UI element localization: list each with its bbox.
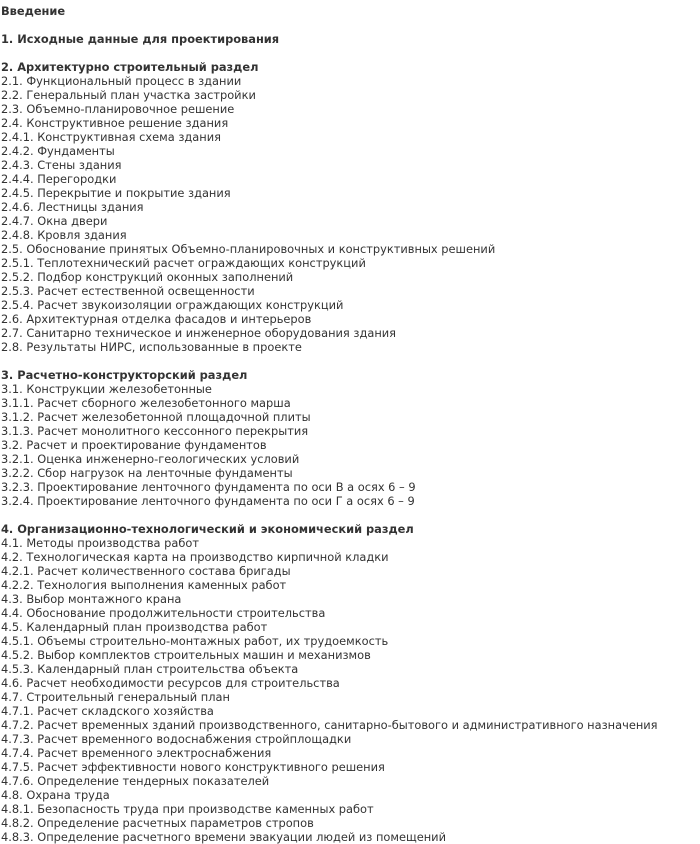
toc-entry: 2.4.5. Перекрытие и покрытие здания	[1, 186, 231, 200]
toc-entry: 4.7.1. Расчет складского хозяйства	[1, 704, 214, 718]
toc-entry: 3.2. Расчет и проектирование фундаментов	[1, 438, 267, 452]
toc-entry: 4.3. Выбор монтажного крана	[1, 592, 182, 606]
toc-entry: 2.4.7. Окна двери	[1, 214, 108, 228]
toc-entry: 2.4.3. Стены здания	[1, 158, 122, 172]
section-heading: 1. Исходные данные для проектирования	[1, 32, 280, 46]
toc-entry: 4.6. Расчет необходимости ресурсов для строительства	[1, 676, 340, 690]
toc-entry: 2.4. Конструктивное решение здания	[1, 116, 229, 130]
toc-entry: 4.7.6. Определение тендерных показателей	[1, 774, 270, 788]
toc-sections	[1, 32, 696, 844]
toc-entry: 2.1. Функциональный процесс в здании	[1, 74, 242, 88]
toc-entry: 3.1. Конструкции железобетонные	[1, 382, 212, 396]
toc-section	[1, 368, 696, 522]
toc-entry: 2.2. Генеральный план участка застройки	[1, 88, 256, 102]
toc-entry: 2.8. Результаты НИРС, использованные в проекте	[1, 340, 302, 354]
toc-entry: 3.2.3. Проектирование ленточного фундамента по оси В а осях 6 – 9	[1, 480, 416, 494]
spacer	[1, 354, 696, 368]
spacer	[1, 508, 696, 522]
toc-entry: 4.1. Методы производства работ	[1, 536, 200, 550]
toc-entry: 4.7.5. Расчет эффективности нового конструктивного решения	[1, 760, 385, 774]
toc-entry: 3.1.2. Расчет железобетонной площадочной плиты	[1, 410, 311, 424]
toc-entry: 4.8. Охрана труда	[1, 788, 110, 802]
toc-entry: 3.1.1. Расчет сборного железобетонного марша	[1, 396, 291, 410]
toc-entry: 2.3. Объемно-планировочное решение	[1, 102, 235, 116]
section-heading: 2. Архитектурно строительный раздел	[1, 60, 259, 74]
toc-entry: 2.5.3. Расчет естественной освещенности	[1, 284, 255, 298]
toc-entry: 3.1.3. Расчет монолитного кессонного перекрытия	[1, 424, 309, 438]
toc-entry: 4.5.1. Объемы строительно-монтажных работ, их трудоемкость	[1, 634, 389, 648]
toc-entry: 3.2.1. Оценка инженерно-геологических условий	[1, 452, 300, 466]
toc-entry: 2.7. Санитарно техническое и инженерное оборудования здания	[1, 326, 397, 340]
section-heading: 4. Организационно-технологический и экономический раздел	[1, 522, 414, 536]
toc-entry: 4.5.3. Календарный план строительства объекта	[1, 662, 299, 676]
toc-entry: 4.8.2. Определение расчетных параметров стропов	[1, 816, 314, 830]
toc-entry: 2.4.8. Кровля здания	[1, 228, 127, 242]
toc-entry: 4.2.1. Расчет количественного состава бригады	[1, 564, 291, 578]
intro-heading: Введение	[1, 4, 66, 18]
section-heading: 3. Расчетно-конструкторский раздел	[1, 368, 248, 382]
toc-entry: 2.6. Архитектурная отделка фасадов и интерьеров	[1, 312, 312, 326]
toc-entry: 4.8.3. Определение расчетного времени эвакуации людей из помещений	[1, 830, 446, 844]
toc-entry: 2.5.1. Теплотехнический расчет ограждающих конструкций	[1, 256, 366, 270]
toc-section	[1, 522, 696, 844]
toc-entry: 4.7. Строительный генеральный план	[1, 690, 230, 704]
toc-entry: 4.5.2. Выбор комплектов строительных машин и механизмов	[1, 648, 371, 662]
toc-entry: 3.2.4. Проектирование ленточного фундамента по оси Г а осях 6 – 9	[1, 494, 415, 508]
toc-entry: 2.5.4. Расчет звукоизоляции ограждающих конструкций	[1, 298, 344, 312]
toc-section	[1, 32, 696, 60]
toc-entry: 4.8.1. Безопасность труда при производстве каменных работ	[1, 802, 374, 816]
table-of-contents	[1, 4, 696, 844]
toc-entry: 4.5. Календарный план производства работ	[1, 620, 268, 634]
toc-entry: 2.5.2. Подбор конструкций оконных заполнений	[1, 270, 294, 284]
toc-entry: 4.2. Технологическая карта на производство кирпичной кладки	[1, 550, 389, 564]
toc-section	[1, 60, 696, 368]
spacer	[1, 46, 696, 60]
toc-entry: 4.7.4. Расчет временного электроснабжения	[1, 746, 272, 760]
toc-entry: 2.4.6. Лестницы здания	[1, 200, 144, 214]
toc-entry: 4.7.3. Расчет временного водоснабжения стройплощадки	[1, 732, 352, 746]
toc-entry: 4.7.2. Расчет временных зданий производственного, санитарно-бытового и административного назначения	[1, 718, 658, 732]
toc-entry: 2.5. Обоснование принятых Объемно-планировочных и конструктивных решений	[1, 242, 496, 256]
toc-entry: 4.2.2. Технология выполнения каменных работ	[1, 578, 287, 592]
toc-entry: 2.4.1. Конструктивная схема здания	[1, 130, 221, 144]
toc-entry: 2.4.2. Фундаменты	[1, 144, 115, 158]
toc-entry: 2.4.4. Перегородки	[1, 172, 117, 186]
toc-entry: 4.4. Обоснование продолжительности строительства	[1, 606, 326, 620]
toc-entry: 3.2.2. Сбор нагрузок на ленточные фундаменты	[1, 466, 293, 480]
spacer	[1, 18, 696, 32]
